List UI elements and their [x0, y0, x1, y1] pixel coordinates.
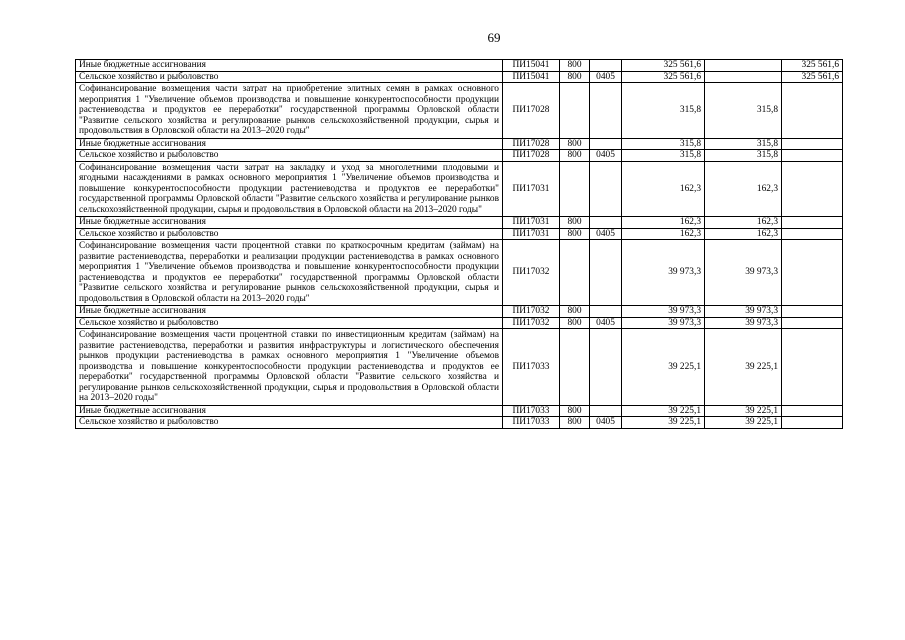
row-name: Софинансирование возмещения части процентной ставки по краткосрочным кредитам (займам) на развитие растениеводства, переработки и реализации продукции растениеводства в рамках основного мероприятия 1 "Увеличение объемов производства и повышение конкурентоспособности продукции растениеводства и продуктов ее переработки" государственной программы Орловской области "Развитие сельского хозяйства и регулирование рынков сельскохозяйственной продукции, сырья и продовольствия в Орловской области на 2013–2020 годы" [76, 240, 503, 306]
row-fsr-code [590, 60, 622, 72]
row-sum-1: 315,8 [622, 83, 705, 139]
row-sum-1: 39 225,1 [622, 329, 705, 406]
row-vr-code: 800 [560, 405, 590, 417]
row-sum-3 [782, 83, 843, 139]
row-vr-code [560, 240, 590, 306]
row-name: Сельское хозяйство и рыболовство [76, 228, 503, 240]
row-sum-1: 39 225,1 [622, 417, 705, 429]
row-vr-code: 800 [560, 138, 590, 150]
row-name: Софинансирование возмещения части затрат на закладку и уход за многолетними плодовыми и ягодными насаждениями в рамках основного мероприятия 1 "Увеличение объемов производства и повышение конкурентоспособности продукции растениеводства и продуктов ее переработки" государственной программы Орловской области "Развитие сельского хозяйства и регулирование рынков сельскохозяйственной продукции, сырья и продовольствия в Орловской области на 2013–2020 годы" [76, 161, 503, 217]
row-sum-2: 162,3 [705, 228, 782, 240]
row-csr-code: ПИ17033 [503, 329, 560, 406]
row-name: Сельское хозяйство и рыболовство [76, 317, 503, 329]
row-name: Сельское хозяйство и рыболовство [76, 417, 503, 429]
table-row [76, 217, 843, 229]
row-csr-code: ПИ17032 [503, 306, 560, 318]
row-sum-1: 39 973,3 [622, 317, 705, 329]
row-fsr-code: 0405 [590, 228, 622, 240]
row-csr-code: ПИ17028 [503, 83, 560, 139]
row-vr-code: 800 [560, 228, 590, 240]
row-sum-3 [782, 405, 843, 417]
table-row [76, 228, 843, 240]
row-vr-code: 800 [560, 150, 590, 162]
budget-table [75, 59, 843, 429]
row-sum-1: 162,3 [622, 161, 705, 217]
row-name: Софинансирование возмещения части затрат на приобретение элитных семян в рамках основного мероприятия 1 "Увеличение объемов производства и повышение конкурентоспособности продукции растениеводства и продуктов ее переработки" государственной программы Орловской области "Развитие сельского хозяйства и регулирование рынков сельскохозяйственной продукции, сырья и продовольствия в Орловской области на 2013–2020 годы" [76, 83, 503, 139]
row-csr-code: ПИ15041 [503, 71, 560, 83]
table-row [76, 138, 843, 150]
row-sum-1: 162,3 [622, 228, 705, 240]
table-row [76, 317, 843, 329]
row-sum-1: 325 561,6 [622, 71, 705, 83]
row-vr-code [560, 83, 590, 139]
row-fsr-code [590, 161, 622, 217]
row-fsr-code [590, 329, 622, 406]
row-fsr-code [590, 405, 622, 417]
row-sum-3 [782, 217, 843, 229]
row-sum-2: 315,8 [705, 150, 782, 162]
row-sum-3: 325 561,6 [782, 71, 843, 83]
table-row [76, 417, 843, 429]
table-row [76, 240, 843, 306]
row-sum-2 [705, 60, 782, 72]
row-vr-code: 800 [560, 417, 590, 429]
table-row [76, 60, 843, 72]
row-vr-code [560, 329, 590, 406]
row-sum-3 [782, 240, 843, 306]
row-csr-code: ПИ17031 [503, 228, 560, 240]
row-vr-code: 800 [560, 71, 590, 83]
row-sum-1: 315,8 [622, 150, 705, 162]
row-csr-code: ПИ17031 [503, 217, 560, 229]
row-sum-1: 325 561,6 [622, 60, 705, 72]
row-fsr-code: 0405 [590, 317, 622, 329]
row-sum-3 [782, 161, 843, 217]
row-sum-2: 39 973,3 [705, 317, 782, 329]
row-csr-code: ПИ17032 [503, 240, 560, 306]
row-vr-code: 800 [560, 317, 590, 329]
row-csr-code: ПИ17028 [503, 138, 560, 150]
row-name: Иные бюджетные ассигнования [76, 217, 503, 229]
row-vr-code [560, 161, 590, 217]
row-vr-code: 800 [560, 217, 590, 229]
row-fsr-code: 0405 [590, 71, 622, 83]
row-csr-code: ПИ17033 [503, 417, 560, 429]
row-csr-code: ПИ17032 [503, 317, 560, 329]
row-fsr-code [590, 217, 622, 229]
row-fsr-code [590, 306, 622, 318]
row-vr-code: 800 [560, 60, 590, 72]
row-name: Иные бюджетные ассигнования [76, 405, 503, 417]
row-name: Сельское хозяйство и рыболовство [76, 71, 503, 83]
table-row [76, 71, 843, 83]
row-sum-2: 39 973,3 [705, 306, 782, 318]
row-name: Софинансирование возмещения части процентной ставки по инвестиционным кредитам (займам) на развитие растениеводства, переработки и развития инфраструктуры и логистического обеспечения рынков продукции растениеводства в рамках основного мероприятия 1 "Увеличение объемов производства и повышение конкурентоспособности продукции растениеводства и продуктов ее переработки" государственной программы Орловской области "Развитие сельского хозяйства и регулирование рынков сельскохозяйственной продукции, сырья и продовольствия в Орловской области на 2013–2020 годы" [76, 329, 503, 406]
row-fsr-code [590, 138, 622, 150]
row-sum-3 [782, 138, 843, 150]
row-vr-code: 800 [560, 306, 590, 318]
row-sum-2 [705, 71, 782, 83]
row-sum-2: 315,8 [705, 138, 782, 150]
row-sum-2: 162,3 [705, 217, 782, 229]
row-name: Иные бюджетные ассигнования [76, 60, 503, 72]
row-sum-3 [782, 228, 843, 240]
row-sum-2: 39 225,1 [705, 405, 782, 417]
row-sum-3: 325 561,6 [782, 60, 843, 72]
table-row [76, 405, 843, 417]
table-row [76, 306, 843, 318]
row-sum-2: 162,3 [705, 161, 782, 217]
row-fsr-code: 0405 [590, 417, 622, 429]
row-sum-3 [782, 150, 843, 162]
table-row [76, 161, 843, 217]
row-sum-2: 315,8 [705, 83, 782, 139]
row-sum-3 [782, 417, 843, 429]
row-name: Иные бюджетные ассигнования [76, 138, 503, 150]
row-csr-code: ПИ17028 [503, 150, 560, 162]
row-sum-2: 39 225,1 [705, 417, 782, 429]
table-row [76, 83, 843, 139]
row-sum-1: 39 973,3 [622, 306, 705, 318]
row-sum-2: 39 225,1 [705, 329, 782, 406]
row-name: Иные бюджетные ассигнования [76, 306, 503, 318]
row-fsr-code [590, 83, 622, 139]
row-sum-1: 315,8 [622, 138, 705, 150]
row-csr-code: ПИ17033 [503, 405, 560, 417]
row-sum-3 [782, 317, 843, 329]
row-sum-3 [782, 306, 843, 318]
row-fsr-code: 0405 [590, 150, 622, 162]
row-csr-code: ПИ17031 [503, 161, 560, 217]
row-fsr-code [590, 240, 622, 306]
page-number: 69 [487, 30, 501, 45]
row-sum-1: 39 973,3 [622, 240, 705, 306]
table-row [76, 329, 843, 406]
row-sum-3 [782, 329, 843, 406]
row-csr-code: ПИ15041 [503, 60, 560, 72]
row-sum-1: 39 225,1 [622, 405, 705, 417]
row-sum-1: 162,3 [622, 217, 705, 229]
table-row [76, 150, 843, 162]
row-name: Сельское хозяйство и рыболовство [76, 150, 503, 162]
row-sum-2: 39 973,3 [705, 240, 782, 306]
